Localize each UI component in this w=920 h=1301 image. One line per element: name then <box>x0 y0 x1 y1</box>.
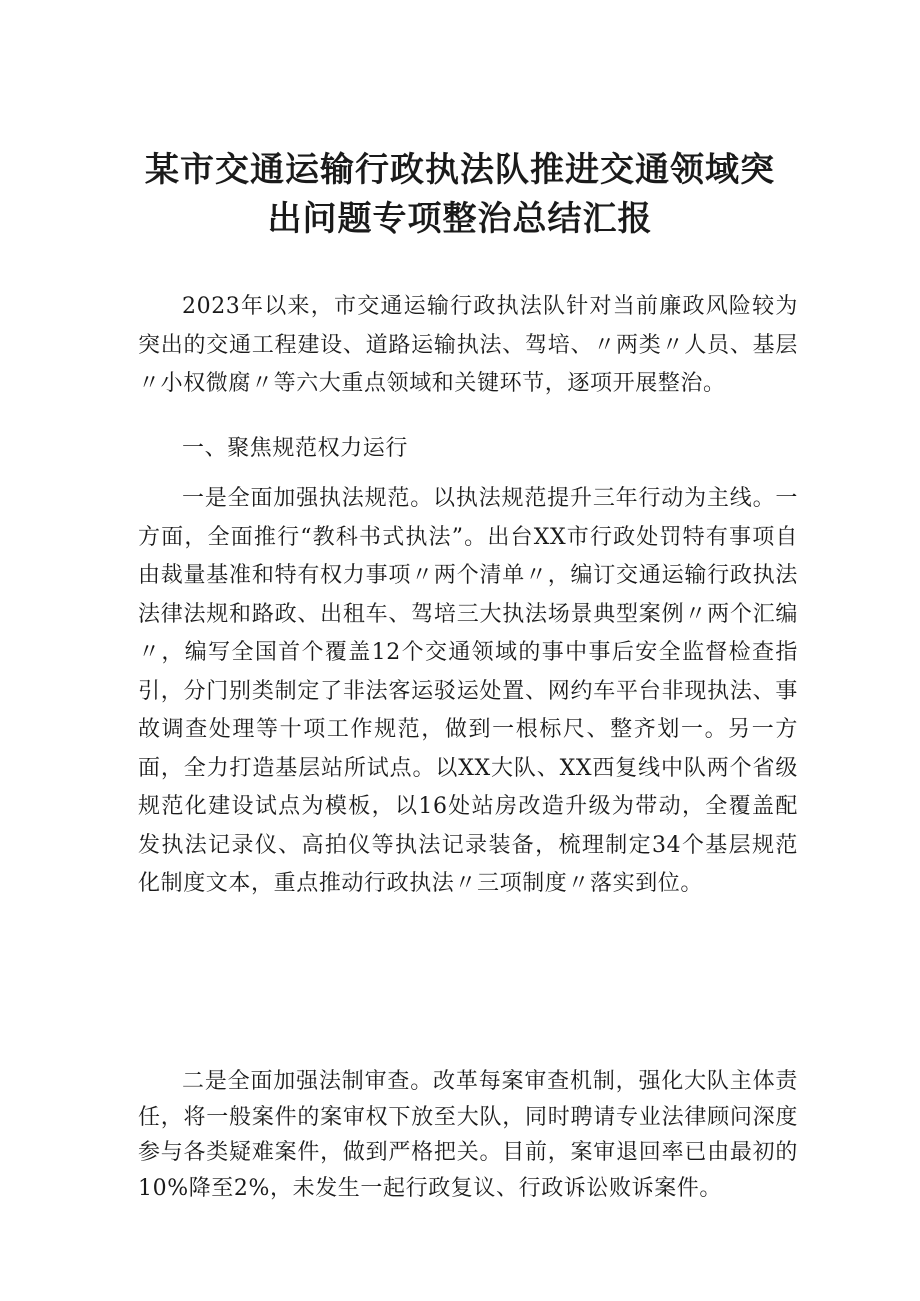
section-heading-text: 一、聚焦规范权力运行 <box>182 436 409 461</box>
law-enforcement-paragraph-text: 一是全面加强执法规范。以执法规范提升三年行动为主线。一方面，全面推行“教科书式执法”。出台XX市行政处罚特有事项自由裁量基准和特有权力事项〃两个清单〃，编订交通运输行政执法法律法规和路政、出租车、驾培三大执法场景典型案例〃两个汇编〃，编写全国首个覆盖12个交通领域的事中事后安全监督检查指引，分门别类制定了非法客运驳运处置、网约车平台非现执法、事故调查处理等十项工作规范，做到一根标尺、整齐划一。另一方面，全力打造基层站所试点。以XX大队、XX西复线中队两个省级规范化建设试点为模板，以16处站房改造升级为带动，全覆盖配发执法记录仪、高拍仪等执法记录装备，梳理制定34个基层规范化制度文本，重点推动行政执法〃三项制度〃落实到位。 <box>138 486 798 896</box>
intro-paragraph <box>138 288 798 404</box>
document-title-line-2: 出问题专项整治总结汇报 <box>267 199 653 239</box>
legal-review-paragraph-text: 二是全面加强法制审查。改革每案审查机制，强化大队主体责任，将一般案件的案审权下放至大队，同时聘请专业法律顾问深度参与各类疑难案件，做到严格把关。目前，案审退回率已由最初的10%降至2%，未发生一起行政复议、行政诉讼败诉案件。 <box>138 1069 798 1201</box>
law-enforcement-paragraph <box>138 480 798 904</box>
section-heading <box>138 430 798 469</box>
intro-paragraph-text: 2023年以来，市交通运输行政执法队针对当前廉政风险较为突出的交通工程建设、道路运输执法、驾培、〃两类〃人员、基层〃小权微腐〃等六大重点领域和关键环节，逐项开展整治。 <box>138 294 798 396</box>
legal-review-paragraph <box>138 1064 798 1206</box>
document-title-line-1: 某市交通运输行政执法队推进交通领域突 <box>145 150 775 190</box>
